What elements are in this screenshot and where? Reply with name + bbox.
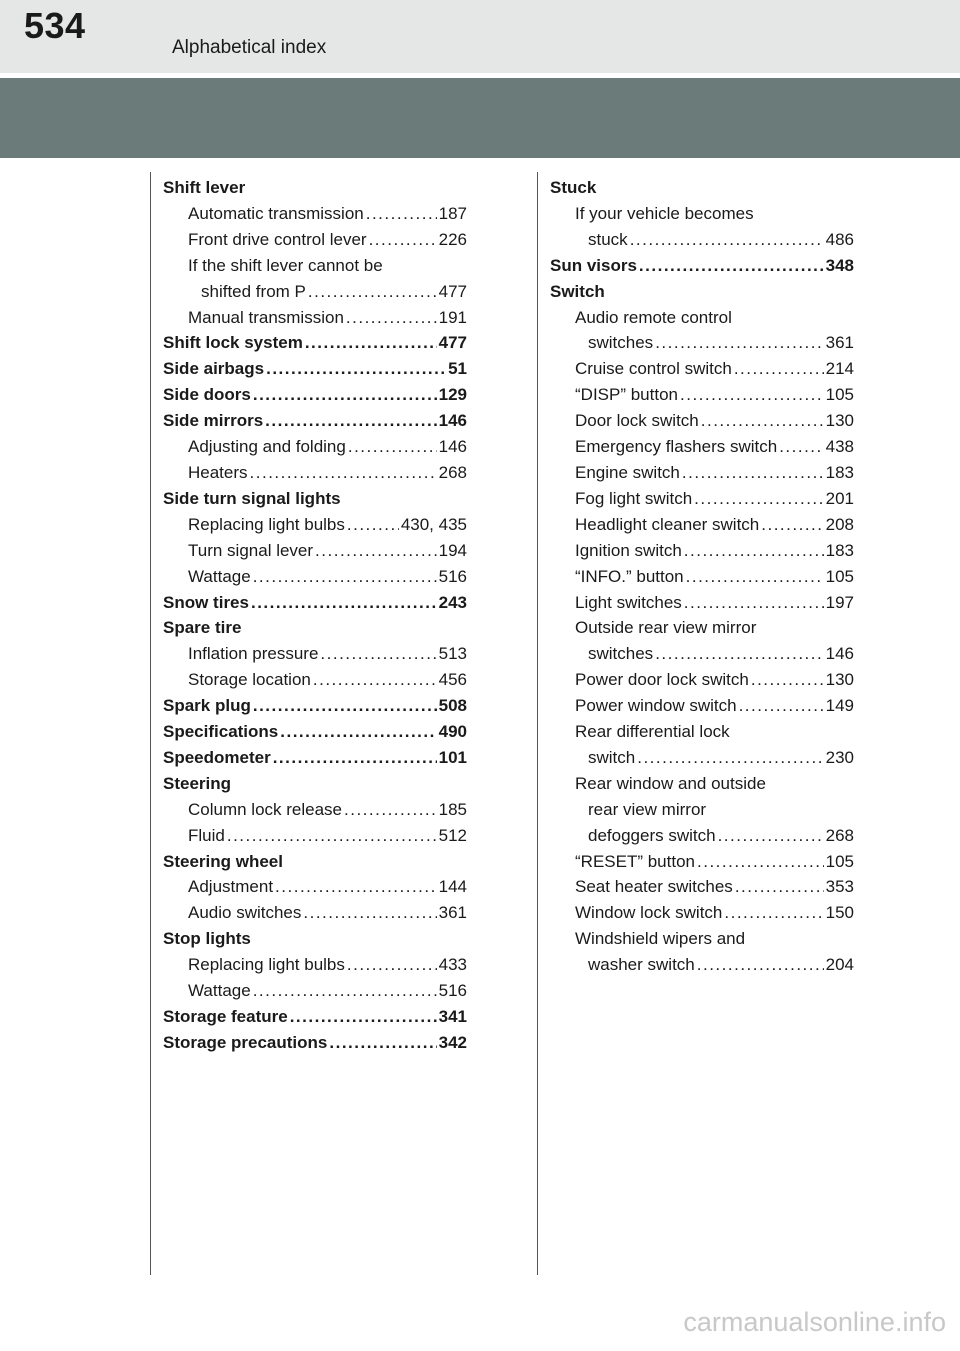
entry-text: switches — [588, 333, 654, 353]
page-reference[interactable]: 149 — [825, 696, 854, 716]
index-subentry — [550, 693, 854, 719]
entry-text: Shift lock system — [163, 333, 303, 353]
page-reference[interactable]: 185 — [438, 799, 467, 819]
dot-leader — [734, 356, 824, 382]
dot-leader — [684, 590, 824, 616]
dot-leader — [639, 253, 824, 279]
dot-leader — [686, 564, 824, 590]
index-subentry — [163, 874, 467, 900]
entry-text: switch — [588, 747, 636, 767]
entry-text: Specifications — [163, 722, 279, 742]
page-reference[interactable]: 508 — [438, 696, 467, 716]
page-reference[interactable]: 130 — [825, 670, 854, 690]
entry-text: Shift lever — [163, 178, 246, 197]
index-heading — [163, 693, 467, 719]
entry-text: Headlight cleaner switch — [575, 514, 760, 534]
page-reference[interactable]: 490 — [438, 722, 467, 742]
entry-text: Side airbags — [163, 359, 265, 379]
dot-leader — [320, 641, 436, 667]
entry-text: Front drive control lever — [188, 229, 367, 249]
page-reference[interactable]: 513 — [438, 644, 467, 664]
entry-text: Inflation pressure — [188, 644, 319, 664]
index-subentry — [163, 201, 467, 227]
dot-leader — [303, 900, 436, 926]
left-column-rule — [150, 172, 151, 1275]
dot-leader — [266, 356, 446, 382]
entry-text: Adjustment — [188, 877, 274, 897]
page-reference[interactable]: 197 — [825, 592, 854, 612]
dot-leader — [315, 538, 437, 564]
page-reference[interactable]: 268 — [825, 825, 854, 845]
index-heading — [163, 1004, 467, 1030]
page-reference[interactable]: 208 — [825, 514, 854, 534]
entry-text: “INFO.” button — [575, 566, 684, 586]
dot-leader — [718, 823, 824, 849]
dot-leader — [308, 279, 437, 305]
entry-text: Fog light switch — [575, 488, 693, 508]
page-number: 534 — [24, 5, 86, 46]
index-subentry — [163, 900, 467, 926]
index-subentry — [163, 797, 467, 823]
entry-text: Stop lights — [163, 929, 251, 949]
entry-text: Stuck — [550, 178, 597, 197]
index-subentry — [163, 978, 467, 1004]
dot-leader — [697, 849, 824, 875]
page-reference[interactable]: 512 — [438, 825, 467, 845]
entry-text: Manual transmission — [188, 307, 344, 327]
page-reference[interactable]: 433 — [438, 955, 467, 975]
entry-text: defoggers switch — [588, 825, 716, 845]
index-subentry — [550, 926, 854, 952]
index-subentry — [163, 460, 467, 486]
index-heading — [163, 615, 467, 641]
middle-column-rule — [537, 172, 538, 1275]
entry-text: Adjusting and folding — [188, 437, 346, 457]
dot-leader — [253, 564, 437, 590]
dot-leader — [680, 382, 824, 408]
dot-leader — [369, 227, 437, 253]
section-title: Alphabetical index — [172, 37, 327, 58]
dot-leader — [344, 797, 437, 823]
page-reference[interactable]: 201 — [825, 488, 854, 508]
entry-text: Steering — [163, 773, 232, 793]
index-subentry — [550, 849, 854, 875]
entry-text: Engine switch — [575, 462, 680, 482]
index-subentry — [163, 227, 467, 253]
dot-leader — [346, 305, 437, 331]
entry-text: Audio switches — [188, 903, 302, 923]
entry-text: washer switch — [588, 955, 695, 975]
entry-text: “RESET” button — [575, 851, 695, 871]
dot-leader — [697, 952, 824, 978]
page-reference[interactable]: 438 — [825, 437, 854, 457]
entry-text: stuck — [588, 229, 628, 249]
dot-leader — [366, 201, 437, 227]
index-subentry — [163, 253, 467, 279]
entry-text: Wattage — [188, 981, 251, 1001]
entry-text: Audio remote control — [575, 307, 732, 327]
entry-text: Emergency flashers switch — [575, 437, 778, 457]
index-subentry — [550, 356, 854, 382]
page-reference[interactable]: 144 — [438, 877, 467, 897]
dot-leader — [735, 874, 824, 900]
index-heading — [163, 719, 467, 745]
entry-text: Replacing light bulbs — [188, 514, 345, 534]
index-subentry — [550, 900, 854, 926]
index-subentry — [163, 538, 467, 564]
dot-leader — [347, 512, 399, 538]
entry-text: Outside rear view mirror — [575, 618, 757, 638]
dot-leader — [761, 512, 823, 538]
page-reference[interactable]: 146 — [438, 437, 467, 457]
index-subentry — [550, 201, 854, 227]
index-heading — [163, 486, 467, 512]
dot-leader — [227, 823, 437, 849]
entry-text: Spark plug — [163, 696, 251, 716]
index-subentry — [163, 279, 467, 305]
entry-text: Heaters — [188, 462, 248, 482]
dot-leader — [739, 693, 824, 719]
dot-leader — [348, 434, 437, 460]
dot-leader — [290, 1004, 437, 1030]
index-subentry — [163, 512, 467, 538]
dot-leader — [275, 874, 437, 900]
dot-leader — [751, 667, 824, 693]
header-color-band — [0, 78, 960, 158]
index-subentry — [550, 952, 854, 978]
page-reference[interactable]: 342 — [438, 1032, 467, 1052]
dot-leader — [265, 408, 436, 434]
entry-text: Wattage — [188, 566, 251, 586]
dot-leader — [250, 460, 437, 486]
entry-text: Steering wheel — [163, 851, 283, 871]
page-reference[interactable]: 183 — [825, 462, 854, 482]
dot-leader — [273, 745, 437, 771]
page-reference[interactable]: 183 — [825, 540, 854, 560]
dot-leader — [655, 330, 823, 356]
entry-text: Column lock release — [188, 799, 343, 819]
page-reference[interactable]: 516 — [438, 981, 467, 1001]
entry-text: Turn signal lever — [188, 540, 314, 560]
entry-text: Rear window and outside — [575, 773, 766, 793]
entry-text: Switch — [550, 281, 605, 301]
page-reference[interactable]: 361 — [438, 903, 467, 923]
entry-text: Replacing light bulbs — [188, 955, 345, 975]
page-reference[interactable]: 214 — [825, 359, 854, 379]
entry-text: Cruise control switch — [575, 359, 732, 379]
page-reference[interactable]: 477 — [438, 333, 467, 353]
entry-text: Power window switch — [575, 696, 737, 716]
page-reference[interactable]: 105 — [825, 385, 854, 405]
dot-leader — [329, 1030, 436, 1056]
index-subentry — [550, 382, 854, 408]
index-subentry — [550, 590, 854, 616]
index-heading — [550, 175, 854, 201]
index-subentry — [163, 564, 467, 590]
entry-text: If the shift lever cannot be — [188, 255, 383, 275]
index-subentry — [550, 719, 854, 745]
index-heading — [163, 771, 467, 797]
entry-text: Rear differential lock — [575, 722, 730, 742]
entry-text: Side doors — [163, 385, 251, 405]
index-subentry — [550, 564, 854, 590]
entry-text: Door lock switch — [575, 411, 699, 431]
page-reference[interactable]: 101 — [438, 747, 467, 767]
entry-text: Fluid — [188, 825, 225, 845]
index-heading — [163, 926, 467, 952]
dot-leader — [684, 538, 824, 564]
index-heading — [163, 745, 467, 771]
index-subentry — [550, 434, 854, 460]
entry-text: Spare tire — [163, 618, 242, 638]
entry-text: Ignition switch — [575, 540, 682, 560]
index-heading — [163, 590, 467, 616]
index-subentry — [163, 667, 467, 693]
index-subentry — [550, 615, 854, 641]
index-subentry — [550, 797, 854, 823]
index-heading — [163, 1030, 467, 1056]
index-heading — [550, 253, 854, 279]
index-column-right — [550, 175, 854, 978]
page-reference[interactable]: 187 — [438, 203, 467, 223]
index-subentry — [550, 641, 854, 667]
index-heading — [163, 330, 467, 356]
entry-text: rear view mirror — [588, 799, 707, 819]
entry-text: Side turn signal lights — [163, 488, 341, 508]
page-reference[interactable]: 516 — [438, 566, 467, 586]
entry-text: Light switches — [575, 592, 682, 612]
index-heading — [163, 849, 467, 875]
dot-leader — [253, 382, 437, 408]
dot-leader — [779, 434, 823, 460]
page-reference[interactable]: 191 — [438, 307, 467, 327]
dot-leader — [637, 745, 823, 771]
entry-text: switches — [588, 644, 654, 664]
page-reference[interactable]: 204 — [825, 955, 854, 975]
index-subentry — [163, 823, 467, 849]
page-reference[interactable]: 268 — [438, 462, 467, 482]
index-subentry — [550, 771, 854, 797]
index-subentry — [163, 305, 467, 331]
index-subentry — [550, 512, 854, 538]
entry-text: Snow tires — [163, 592, 249, 612]
index-subentry — [550, 305, 854, 331]
index-subentry — [550, 460, 854, 486]
page-reference[interactable]: 146 — [825, 644, 854, 664]
index-heading — [550, 279, 854, 305]
entry-text: shifted from P — [201, 281, 306, 301]
dot-leader — [253, 693, 437, 719]
page-reference[interactable]: 348 — [825, 255, 854, 275]
page-reference[interactable]: 130 — [825, 411, 854, 431]
entry-text: Seat heater switches — [575, 877, 733, 897]
entry-text: “DISP” button — [575, 385, 678, 405]
header-bar — [0, 0, 960, 73]
entry-text: Side mirrors — [163, 411, 264, 431]
index-subentry — [550, 823, 854, 849]
index-subentry — [550, 330, 854, 356]
dot-leader — [630, 227, 824, 253]
index-subentry — [550, 408, 854, 434]
watermark[interactable]: carmanualsonline.info — [683, 1307, 946, 1337]
index-subentry — [550, 227, 854, 253]
page-reference[interactable]: 486 — [825, 229, 854, 249]
page-reference[interactable]: 243 — [438, 592, 467, 612]
page-reference[interactable]: 194 — [438, 540, 467, 560]
page-reference[interactable]: 456 — [438, 670, 467, 690]
page-reference[interactable]: 105 — [825, 566, 854, 586]
page-reference[interactable]: 230 — [825, 747, 854, 767]
dot-leader — [313, 667, 437, 693]
page-reference[interactable]: 341 — [438, 1007, 467, 1026]
index-subentry — [163, 641, 467, 667]
index-subentry — [550, 486, 854, 512]
page-reference[interactable]: 129 — [438, 385, 467, 405]
entry-text: Automatic transmission — [188, 203, 364, 223]
page-reference[interactable]: 51 — [448, 359, 467, 379]
dot-leader — [724, 900, 823, 926]
index-subentry — [550, 667, 854, 693]
entry-text: Storage feature — [163, 1007, 288, 1026]
page-reference[interactable]: 361 — [825, 333, 854, 353]
entry-text: Windshield wipers and — [575, 929, 746, 949]
page-reference[interactable]: 430, 435 — [400, 514, 467, 534]
page-reference[interactable]: 105 — [825, 851, 854, 871]
dot-leader — [701, 408, 824, 434]
dot-leader — [655, 641, 823, 667]
entry-text: Storage location — [188, 670, 311, 690]
index-subentry — [163, 952, 467, 978]
page-reference[interactable]: 477 — [438, 281, 467, 301]
index-subentry — [550, 538, 854, 564]
page-reference[interactable]: 150 — [825, 903, 854, 923]
entry-text: Window lock switch — [575, 903, 723, 923]
page-reference[interactable]: 353 — [825, 877, 854, 897]
dot-leader — [305, 330, 437, 356]
page-reference[interactable]: 226 — [438, 229, 467, 249]
dot-leader — [347, 952, 437, 978]
index-heading — [163, 356, 467, 382]
index-subentry — [550, 745, 854, 771]
index-column-left — [163, 175, 467, 1056]
dot-leader — [280, 719, 436, 745]
index-heading — [163, 408, 467, 434]
dot-leader — [251, 590, 437, 616]
entry-text: Power door lock switch — [575, 670, 749, 690]
dot-leader — [682, 460, 824, 486]
entry-text: If your vehicle becomes — [575, 203, 754, 223]
index-subentry — [163, 434, 467, 460]
entry-text: Storage precautions — [163, 1032, 328, 1052]
dot-leader — [694, 486, 823, 512]
dot-leader — [253, 978, 437, 1004]
entry-text: Speedometer — [163, 747, 271, 767]
page-reference[interactable]: 146 — [438, 411, 467, 431]
index-heading — [163, 382, 467, 408]
index-heading — [163, 175, 467, 201]
index-subentry — [550, 874, 854, 900]
entry-text: Sun visors — [550, 255, 637, 275]
